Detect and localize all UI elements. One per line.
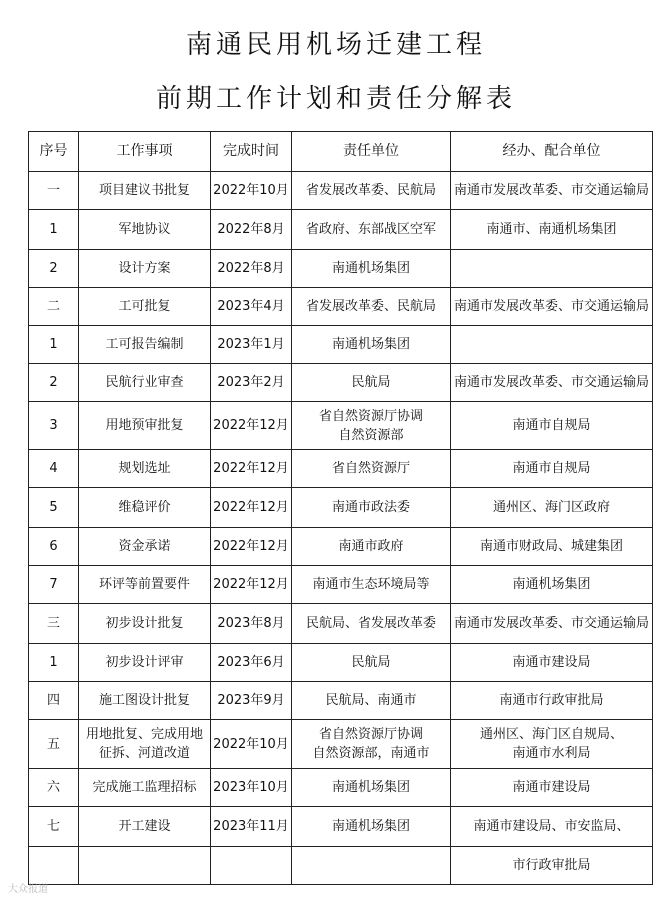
cell-assist: 南通市建设局	[451, 644, 653, 682]
cell-item: 设计方案	[79, 250, 211, 288]
table-row	[29, 450, 653, 488]
table-row	[29, 326, 653, 364]
cell-item: 工可批复	[79, 288, 211, 326]
cell-no: 四	[29, 682, 79, 720]
cell-assist: 通州区、海门区自规局、 南通市水利局	[451, 720, 653, 769]
table-row	[29, 210, 653, 250]
cell-resp: 省自然资源厅	[292, 450, 451, 488]
cell-time: 2022年12月	[211, 402, 292, 450]
watermark-text: 大众报道	[8, 884, 48, 895]
cell-no: 三	[29, 604, 79, 644]
cell-assist	[451, 250, 653, 288]
cell-assist: 南通市发展改革委、市交通运输局	[451, 604, 653, 644]
page-subtitle: 前期工作计划和责任分解表	[155, 84, 516, 114]
cell-no: 1	[29, 210, 79, 250]
cell-item	[79, 847, 211, 885]
cell-time: 2022年12月	[211, 566, 292, 604]
cell-resp	[292, 847, 451, 885]
cell-time: 2023年4月	[211, 288, 292, 326]
cell-resp: 南通市生态环境局等	[292, 566, 451, 604]
cell-time: 2022年10月	[211, 172, 292, 210]
table-row	[29, 807, 653, 847]
cell-time: 2023年11月	[211, 807, 292, 847]
cell-time: 2022年10月	[211, 720, 292, 769]
cell-assist: 南通市建设局	[451, 769, 653, 807]
cell-item: 项目建议书批复	[79, 172, 211, 210]
table-row	[29, 528, 653, 566]
cell-no: 2	[29, 364, 79, 402]
table-row	[29, 250, 653, 288]
cell-resp: 南通机场集团	[292, 250, 451, 288]
cell-item: 军地协议	[79, 210, 211, 250]
cell-assist: 南通市发展改革委、市交通运输局	[451, 172, 653, 210]
cell-assist: 南通市、南通机场集团	[451, 210, 653, 250]
cell-resp: 民航局	[292, 644, 451, 682]
cell-no: 五	[29, 720, 79, 769]
table-row	[29, 172, 653, 210]
cell-resp: 南通机场集团	[292, 769, 451, 807]
cell-item: 工可报告编制	[79, 326, 211, 364]
cell-item: 完成施工监理招标	[79, 769, 211, 807]
cell-time: 2022年8月	[211, 250, 292, 288]
table-header-row	[29, 132, 653, 172]
cell-resp: 省政府、东部战区空军	[292, 210, 451, 250]
cell-item: 初步设计批复	[79, 604, 211, 644]
cell-time: 2023年6月	[211, 644, 292, 682]
cell-item: 规划选址	[79, 450, 211, 488]
cell-time: 2023年2月	[211, 364, 292, 402]
cell-time: 2023年10月	[211, 769, 292, 807]
responsibility-table	[28, 131, 653, 885]
table-row	[29, 566, 653, 604]
cell-time	[211, 847, 292, 885]
cell-time: 2022年8月	[211, 210, 292, 250]
table-row	[29, 604, 653, 644]
cell-item: 初步设计评审	[79, 644, 211, 682]
cell-resp: 省自然资源厅协调 自然资源部	[292, 402, 451, 450]
cell-assist: 南通市行政审批局	[451, 682, 653, 720]
cell-time: 2022年12月	[211, 450, 292, 488]
cell-time: 2022年12月	[211, 488, 292, 528]
table-row	[29, 847, 653, 885]
cell-no: 一	[29, 172, 79, 210]
cell-item: 民航行业审查	[79, 364, 211, 402]
cell-resp: 民航局、省发展改革委	[292, 604, 451, 644]
table-row	[29, 488, 653, 528]
table-row	[29, 769, 653, 807]
cell-resp: 民航局、南通市	[292, 682, 451, 720]
cell-assist: 通州区、海门区政府	[451, 488, 653, 528]
cell-assist: 南通市发展改革委、市交通运输局	[451, 364, 653, 402]
table-row	[29, 364, 653, 402]
cell-resp: 民航局	[292, 364, 451, 402]
cell-no: 3	[29, 402, 79, 450]
cell-no	[29, 847, 79, 885]
cell-item: 环评等前置要件	[79, 566, 211, 604]
cell-resp: 省发展改革委、民航局	[292, 172, 451, 210]
cell-item: 用地批复、完成用地 征拆、河道改道	[79, 720, 211, 769]
table-row	[29, 682, 653, 720]
table-row	[29, 720, 653, 769]
cell-resp: 南通市政法委	[292, 488, 451, 528]
cell-assist	[451, 326, 653, 364]
cell-no: 二	[29, 288, 79, 326]
cell-time: 2023年9月	[211, 682, 292, 720]
cell-resp: 南通机场集团	[292, 326, 451, 364]
cell-time: 2023年8月	[211, 604, 292, 644]
header-resp: 责任单位	[292, 132, 451, 172]
table-row	[29, 644, 653, 682]
cell-item: 维稳评价	[79, 488, 211, 528]
cell-assist: 南通市财政局、城建集团	[451, 528, 653, 566]
header-item: 工作事项	[79, 132, 211, 172]
cell-assist: 南通市建设局、市安监局、	[451, 807, 653, 847]
cell-assist: 市行政审批局	[451, 847, 653, 885]
cell-time: 2023年1月	[211, 326, 292, 364]
cell-no: 1	[29, 644, 79, 682]
page-title: 南通民用机场迁建工程	[185, 30, 486, 60]
cell-no: 7	[29, 566, 79, 604]
cell-assist: 南通市发展改革委、市交通运输局	[451, 288, 653, 326]
header-assist: 经办、配合单位	[451, 132, 653, 172]
cell-resp: 南通市政府	[292, 528, 451, 566]
cell-resp: 省自然资源厅协调 自然资源部，南通市	[292, 720, 451, 769]
cell-item: 资金承诺	[79, 528, 211, 566]
cell-no: 七	[29, 807, 79, 847]
cell-no: 1	[29, 326, 79, 364]
cell-no: 6	[29, 528, 79, 566]
cell-time: 2022年12月	[211, 528, 292, 566]
cell-no: 六	[29, 769, 79, 807]
cell-no: 4	[29, 450, 79, 488]
cell-resp: 省发展改革委、民航局	[292, 288, 451, 326]
cell-resp: 南通机场集团	[292, 807, 451, 847]
header-no: 序号	[29, 132, 79, 172]
cell-item: 施工图设计批复	[79, 682, 211, 720]
cell-assist: 南通市自规局	[451, 402, 653, 450]
table-row	[29, 288, 653, 326]
cell-no: 5	[29, 488, 79, 528]
cell-assist: 南通市自规局	[451, 450, 653, 488]
cell-item: 用地预审批复	[79, 402, 211, 450]
header-time: 完成时间	[211, 132, 292, 172]
cell-assist: 南通机场集团	[451, 566, 653, 604]
table-row	[29, 402, 653, 450]
cell-item: 开工建设	[79, 807, 211, 847]
cell-no: 2	[29, 250, 79, 288]
